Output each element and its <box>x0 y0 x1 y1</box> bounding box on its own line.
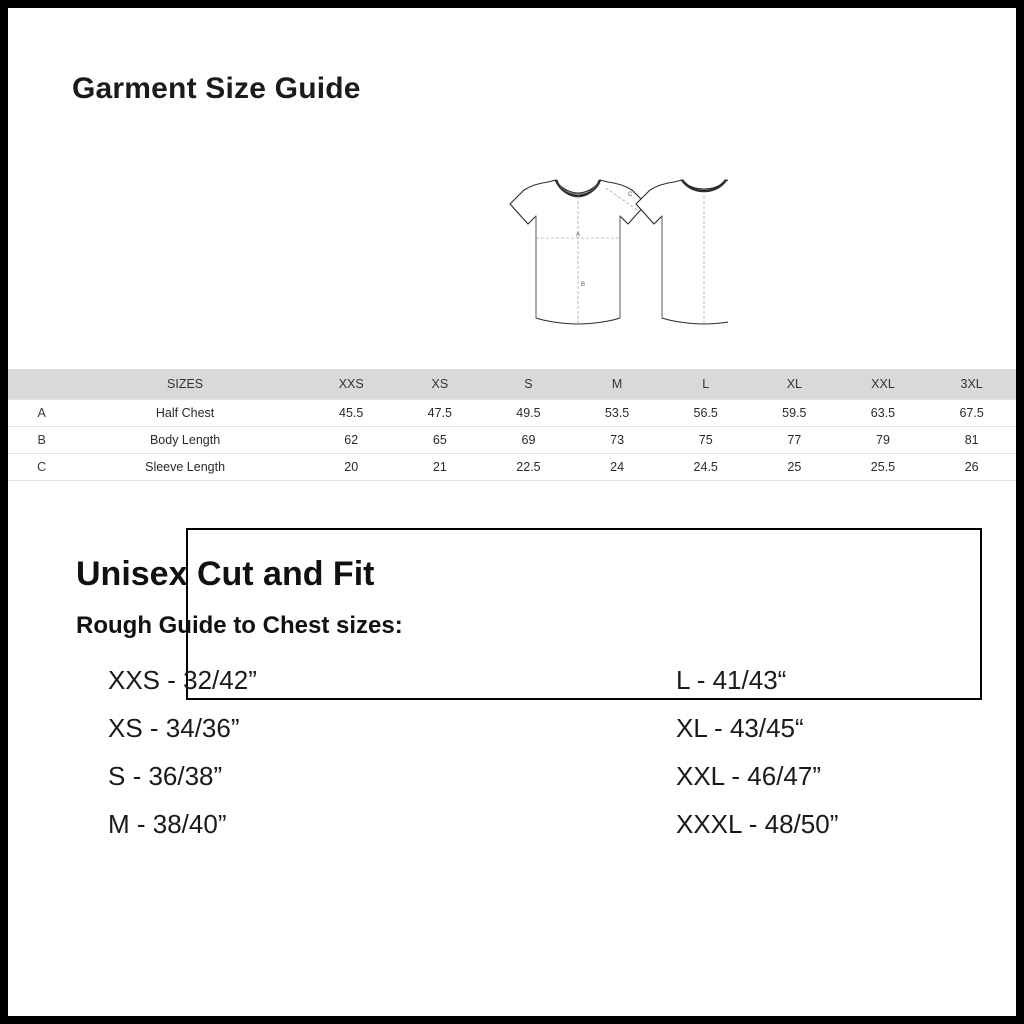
row-value: 67.5 <box>959 406 984 420</box>
row-value: 79 <box>876 433 890 447</box>
row-value: 59.5 <box>782 406 807 420</box>
diagram-label-c: C <box>628 192 633 198</box>
row-value: 26 <box>964 460 979 474</box>
size-chart-header <box>8 369 1016 400</box>
row-letter: C <box>37 460 47 474</box>
chest-size-item: L - 41/43“ <box>676 665 787 695</box>
row-value: 53.5 <box>604 406 630 420</box>
row-value: 65 <box>432 433 447 447</box>
row-value: 49.5 <box>516 406 541 420</box>
chest-size-item: XXS - 32/42” <box>108 665 257 695</box>
row-value: 24.5 <box>693 460 718 474</box>
chest-size-item: XS - 34/36” <box>108 713 240 743</box>
row-value: 47.5 <box>427 406 453 420</box>
header-cell-xl: XL <box>786 377 802 391</box>
row-label: Half Chest <box>155 406 215 420</box>
chest-size-item: XXXL - 48/50” <box>676 809 839 839</box>
row-value: 21 <box>432 460 447 474</box>
table-header-row <box>8 369 1016 400</box>
row-value: 81 <box>964 433 979 447</box>
chest-size-item: M - 38/40” <box>108 809 227 839</box>
page-title: Garment Size Guide <box>72 72 361 105</box>
t-shirt-diagram-svg <box>478 176 728 336</box>
table-row <box>8 400 1016 427</box>
size-chart-table <box>8 369 1016 481</box>
header-cell-xs: XS <box>431 377 449 391</box>
row-value: 75 <box>698 433 713 447</box>
header-cell-m: M <box>611 377 623 391</box>
chest-size-item: S - 36/38” <box>108 761 223 791</box>
row-value: 24 <box>610 460 625 474</box>
unisex-heading: Unisex Cut and Fit <box>76 555 375 593</box>
row-value: 20 <box>344 460 359 474</box>
row-value: 77 <box>787 433 802 447</box>
row-label: Body Length <box>149 433 221 447</box>
t-shirt-diagram <box>478 176 728 336</box>
header-cell-xxl: XXL <box>871 377 895 391</box>
chest-sizes-right-column <box>676 656 838 848</box>
table-row <box>8 427 1016 454</box>
chest-size-item: XXL - 46/47” <box>676 761 822 791</box>
diagram-label-a: A <box>576 232 581 238</box>
row-value: 25 <box>787 460 802 474</box>
row-label: Sleeve Length <box>145 460 226 474</box>
header-cell-letter <box>8 369 63 400</box>
row-letter: A <box>37 406 46 420</box>
size-guide-page <box>8 8 1016 1016</box>
table-row <box>8 454 1016 481</box>
header-cell-l: L <box>702 377 710 391</box>
header-cell-xxs: XXS <box>338 377 364 391</box>
header-cell-sizes: SIZES <box>167 377 204 391</box>
header-cell-s: S <box>524 377 533 391</box>
chest-size-item: XL - 43/45“ <box>676 713 804 743</box>
row-value: 45.5 <box>339 406 364 420</box>
header-cell-3xl: 3XL <box>960 377 983 391</box>
size-chart-body <box>8 400 1016 481</box>
row-value: 73 <box>610 433 625 447</box>
row-value: 63.5 <box>870 406 896 420</box>
chest-sizes-left-column <box>108 656 257 848</box>
unisex-subheading: Rough Guide to Chest sizes: <box>76 612 403 639</box>
diagram-label-b: B <box>581 282 586 288</box>
row-letter: B <box>37 433 46 447</box>
row-value: 22.5 <box>516 460 541 474</box>
row-value: 69 <box>521 433 536 447</box>
row-value: 56.5 <box>693 406 718 420</box>
row-value: 62 <box>344 433 359 447</box>
row-value: 25.5 <box>870 460 896 474</box>
